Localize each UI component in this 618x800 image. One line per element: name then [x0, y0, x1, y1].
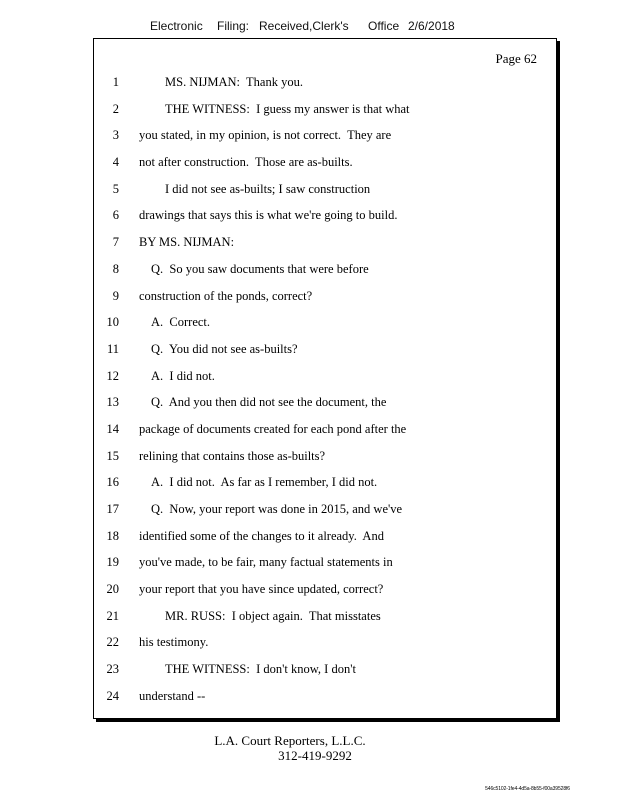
line-number: 11: [106, 341, 119, 356]
reporter-phone: 312-419-9292: [278, 748, 352, 763]
line-number: 10: [106, 315, 119, 330]
line-number: 2: [112, 101, 119, 116]
transcript-line: [94, 309, 556, 336]
transcript-line: [94, 96, 556, 123]
line-number: 20: [106, 582, 119, 597]
line-number: 15: [106, 448, 119, 463]
line-text: drawings that says this is what we're going to build.: [139, 208, 398, 223]
reporter-company: L.A. Court Reporters, L.L.C.: [214, 733, 366, 748]
transcript-line: [94, 576, 556, 603]
line-number: 6: [112, 208, 119, 223]
transcript-line: [94, 656, 556, 683]
line-text: A. Correct.: [151, 315, 211, 330]
line-text: Q. So you saw documents that were before: [151, 261, 369, 276]
line-number: 5: [112, 181, 119, 196]
header-filing: Filing:: [217, 19, 250, 33]
line-text: A. I did not. As far as I remember, I did not.: [151, 475, 378, 490]
transcript-lines: [94, 69, 556, 710]
line-text: your report that you have since updated, correct?: [139, 582, 384, 597]
line-number: 4: [112, 155, 119, 170]
line-number: 8: [112, 261, 119, 276]
line-text: BY MS. NIJMAN:: [139, 235, 235, 250]
line-text: MR. RUSS: I object again. That misstates: [165, 608, 381, 623]
line-number: 19: [106, 555, 119, 570]
transcript-page: [93, 38, 557, 719]
line-text: construction of the ponds, correct?: [139, 288, 313, 303]
line-number: 21: [106, 608, 119, 623]
transcript-line: [94, 363, 556, 390]
document-id: 546c5102-1fe4-4d5a-8b55-f00a39528f6: [485, 786, 570, 792]
line-text: you've made, to be fair, many factual statements in: [139, 555, 393, 570]
line-text: THE WITNESS: I guess my answer is that what: [165, 101, 410, 116]
transcript-line: [94, 496, 556, 523]
transcript-line: [94, 389, 556, 416]
line-text: Q. Now, your report was done in 2015, and we've: [151, 502, 403, 516]
line-number: 16: [106, 475, 119, 490]
line-number: 17: [106, 502, 119, 516]
line-text: identified some of the changes to it already. And: [139, 528, 384, 543]
transcript-line: [94, 683, 556, 710]
page-number: Page 62: [495, 51, 537, 66]
line-number: 23: [106, 662, 119, 677]
line-number: 24: [106, 688, 119, 703]
transcript-line: [94, 336, 556, 363]
transcript-line: [94, 416, 556, 443]
line-text: THE WITNESS: I don't know, I don't: [165, 662, 356, 677]
header-electronic: Electronic: [150, 19, 203, 33]
line-number: 9: [112, 288, 119, 303]
line-number: 12: [106, 368, 119, 383]
line-number: 18: [106, 528, 119, 543]
line-text: relining that contains those as-builts?: [139, 448, 326, 463]
line-text: I did not see as-builts; I saw construction: [165, 181, 371, 196]
transcript-line: [94, 202, 556, 229]
transcript-line: [94, 443, 556, 470]
header-received: Received,Clerk's: [259, 19, 349, 33]
transcript-line: [94, 603, 556, 630]
line-text: not after construction. Those are as-builts.: [139, 155, 353, 170]
transcript-line: [94, 149, 556, 176]
transcript-line: [94, 523, 556, 550]
line-number: 13: [106, 395, 119, 410]
line-number: 22: [106, 635, 119, 650]
transcript-line: [94, 549, 556, 576]
line-text: A. I did not.: [151, 368, 215, 383]
line-number: 3: [112, 128, 119, 143]
transcript-line: [94, 122, 556, 149]
line-number: 14: [106, 421, 119, 436]
transcript-line: [94, 176, 556, 203]
line-number: 1: [112, 75, 119, 89]
transcript-line: [94, 69, 556, 96]
header-office: Office: [368, 19, 400, 33]
transcript-line: [94, 629, 556, 656]
transcript-line: [94, 256, 556, 283]
transcript-line: [94, 283, 556, 310]
line-text: Q. And you then did not see the document, the: [151, 395, 387, 410]
transcript-line: [94, 229, 556, 256]
line-text: understand --: [139, 688, 206, 703]
header-date: 2/6/2018: [408, 19, 455, 33]
line-text: Q. You did not see as-builts?: [151, 341, 298, 356]
line-text: you stated, in my opinion, is not correct. They are: [139, 128, 392, 143]
line-text: his testimony.: [139, 635, 209, 650]
line-text: MS. NIJMAN: Thank you.: [165, 75, 303, 89]
line-text: package of documents created for each pond after the: [139, 421, 407, 436]
line-number: 7: [112, 235, 119, 250]
transcript-line: [94, 469, 556, 496]
